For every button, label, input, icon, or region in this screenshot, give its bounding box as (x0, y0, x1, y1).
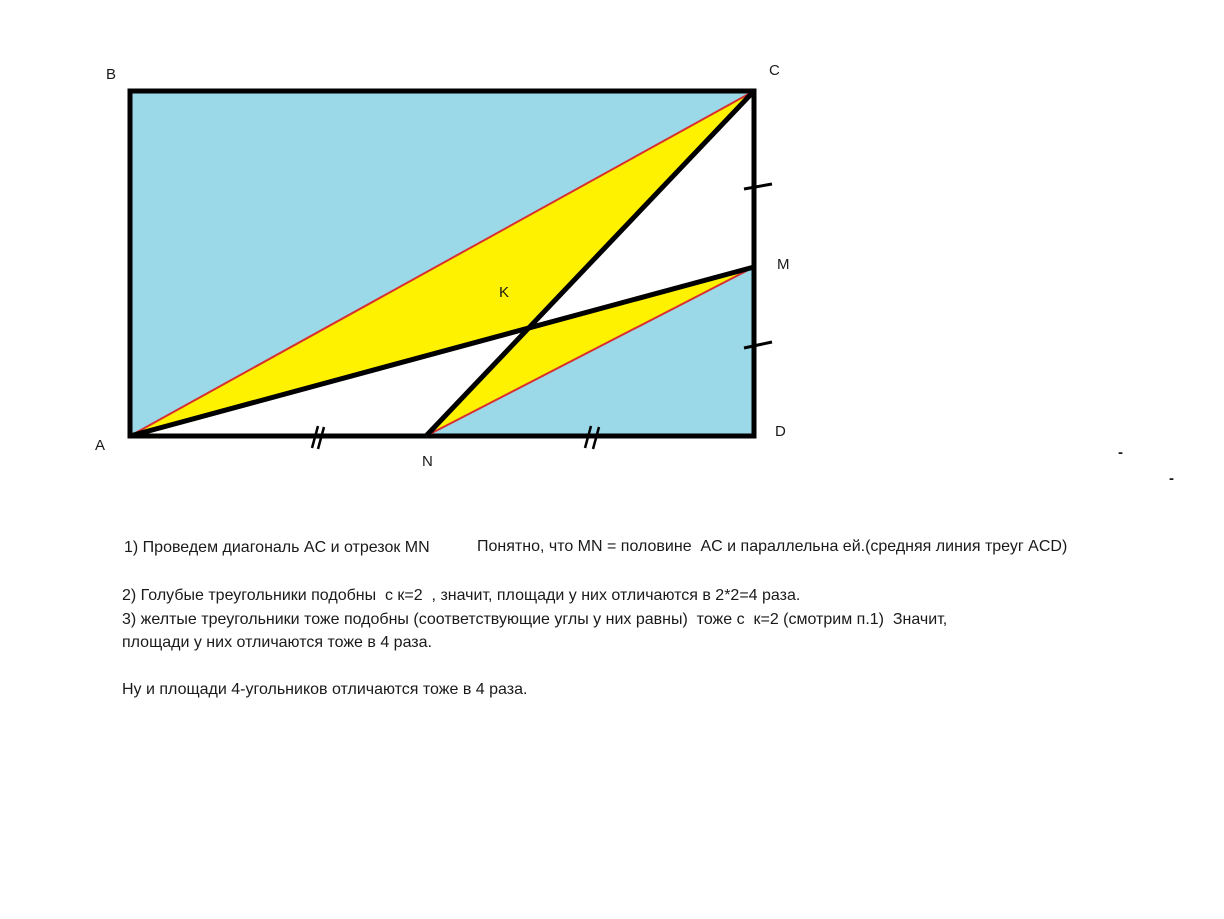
label-d: D (775, 423, 786, 440)
step-3-text-a: 3) желтые треугольники тоже подобны (соответствующие углы у них равны) тоже с к=2 (смотрим п.1) Значит, (122, 611, 948, 628)
label-a: A (95, 437, 106, 454)
label-k: K (499, 284, 510, 301)
conclusion-text: Ну и площади 4-угольников отличаются тоже в 4 раза. (122, 681, 528, 698)
tick-cm (744, 184, 772, 189)
step-1-text-a: 1) Проведем диагональ AC и отрезок MN (124, 539, 430, 556)
label-c: C (769, 62, 780, 79)
step-2-text: 2) Голубые треугольники подобны с к=2 , значит, площади у них отличаются в 2*2=4 раза. (122, 587, 801, 604)
stray-dash-1: - (1118, 444, 1123, 461)
stray-dash-2: - (1169, 470, 1174, 487)
label-b: B (106, 66, 117, 83)
step-3-text-b: площади у них отличаются тоже в 4 раза. (122, 634, 432, 651)
label-n: N (422, 453, 433, 470)
step-1-text-b: Понятно, что MN = половине AC и параллельна ей.(средняя линия треуг ACD) (477, 538, 1068, 555)
label-m: M (777, 256, 790, 273)
